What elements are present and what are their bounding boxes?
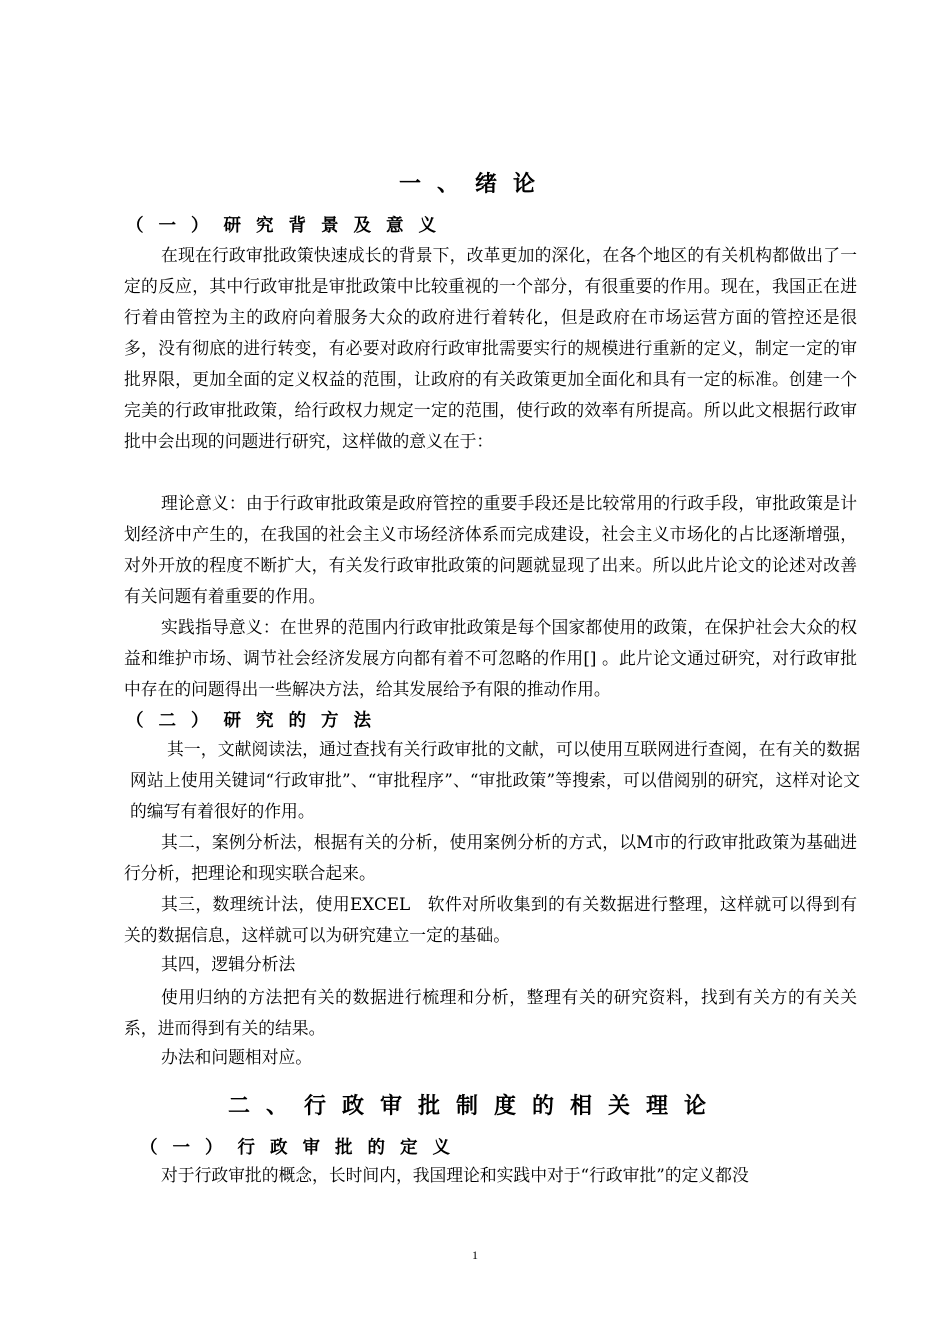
section-1-1-heading: （一）研究背景及意义 [126, 216, 451, 236]
section-1-2-heading: （二）研究的方法 [126, 711, 386, 731]
section-1-2-paragraph-5: 使用归纳的方法把有关的数据进行梳理和分析，整理有关的研究资料，找到有关方的有关关系，进而得到有关的结果。 [124, 987, 857, 1038]
section-2-1-heading: （一）行政审批的定义 [140, 1138, 465, 1158]
page-number: 1 [472, 1248, 478, 1262]
section-1-1-paragraph-2: 理论意义：由于行政审批政策是政府管控的重要手段还是比较常用的行政手段，审批政策是计划经济中产生的，在我国的社会主义市场经济体系而完成建设，社会主义市场化的占比逐渐增强，对外开放的程度不断扩大，有关发行政审批政策的问题就显现了出来。所以此片论文的论述对改善有关问题有着重要的作用。 [124, 493, 857, 606]
section-1-1-paragraph-1: 在现在行政审批政策快速成长的背景下，改革更加的深化，在各个地区的有关机构都做出了一定的反应，其中行政审批是审批政策中比较重视的一个部分，有很重要的作用。现在，我国正在进行着由管控为主的政府向着服务大众的政府进行着转化，但是政府在市场运营方面的管控还是很多，没有彻底的进行转变，有必要对政府行政审批需要实行的规模进行重新的定义，制定一定的审批界限，更加全面的定义权益的范围，让政府的有关政策更加全面化和具有一定的标准。创建一个完美的行政审批政策，给行政权力规定一定的范围，使行政的效率有所提高。所以此文根据行政审批中会出现的问题进行研究，这样做的意义在于： [124, 245, 857, 451]
section-1-2-paragraph-6: 办法和问题相对应。 [161, 1047, 313, 1067]
section-1-2-paragraph-2: 其二，案例分析法，根据有关的分析，使用案例分析的方式，以M市的行政审批政策为基础进行分析，把理论和现实联合起来。 [124, 832, 857, 883]
section-1-1-paragraph-3: 实践指导意义：在世界的范围内行政审批政策是每个国家都使用的政策，在保护社会大众的权益和维护市场、调节社会经济发展方向都有着不可忽略的作用[] 。此片论文通过研究，对行政审批中存在的问题得出一些解决方法，给其发展给予有限的推动作用。 [124, 617, 857, 699]
section-2-1-paragraph-1: 对于行政审批的概念，长时间内，我国理论和实践中对于“行政审批”的定义都没 [161, 1165, 749, 1185]
section-1-2-paragraph-1: 其一，文献阅读法，通过查找有关行政审批的文献，可以使用互联网进行查阅，在有关的数据网站上使用关键词“行政审批”、“审批程序”、“审批政策”等搜索，可以借阅别的研究，这样对论文的编写有着很好的作用。 [130, 739, 860, 821]
chapter-2-title: 二、行政审批制度的相关理论 [227, 1094, 722, 1119]
section-1-2-paragraph-3: 其三，数理统计法，使用EXCEL 软件对所收集到的有关数据进行整理，这样就可以得到有关的数据信息，这样就可以为研究建立一定的基础。 [124, 894, 857, 945]
section-1-2-paragraph-4: 其四，逻辑分析法 [161, 954, 296, 974]
chapter-1-title: 一、绪论 [398, 172, 551, 197]
